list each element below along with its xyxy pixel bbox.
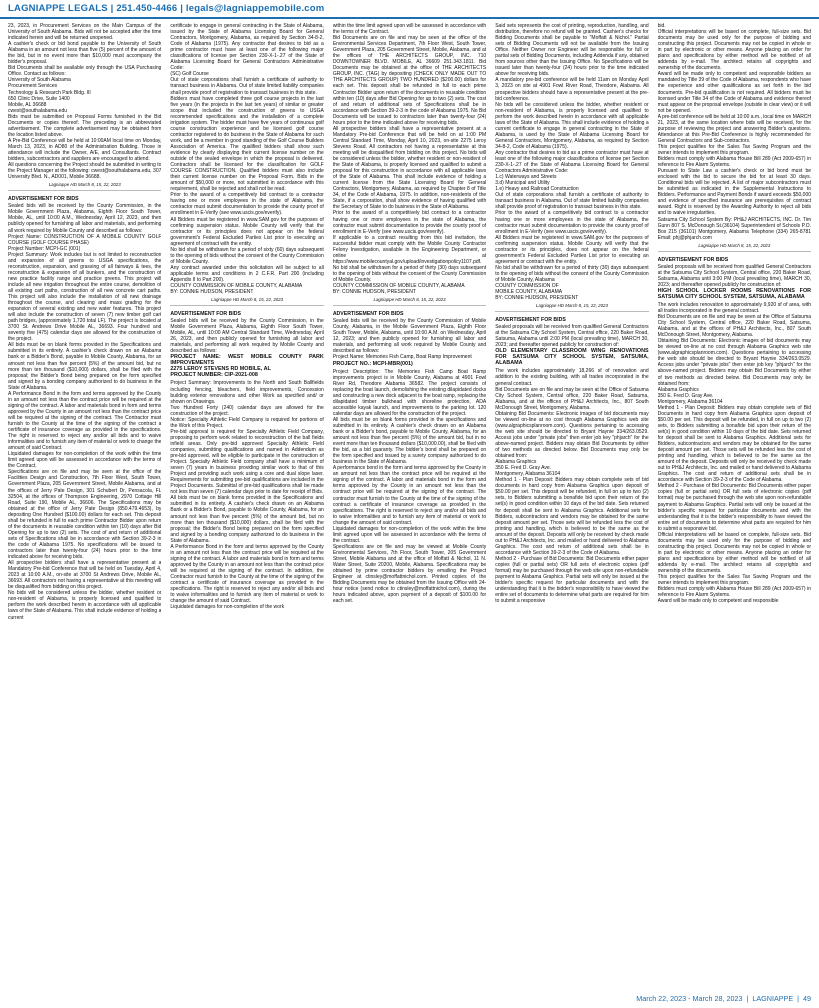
- header-text: LAGNIAPPE LEGALS | 251.450-4466 | legals@lagniappemobile.com: [8, 3, 325, 14]
- page-header: [0, 0, 819, 19]
- legal-notice: [658, 257, 811, 300]
- notice-body: certificate to engage in general contracting in the State of Alabama, issued by the State of Alabama Licensing Board for General Contractors, Montgomery, Alabama, as required by Section 34-8-2, Code of Alabama (1975). Any contractor that desires to bid as a prime contractor must have at least one of the following major classifications of license per Section 230-X-1-.27 of the State of Alabama Licensing Board for General Contractors Administrative Code: (SC) Golf Course Out of state corporations shall furnish a certificate of authority to transact business in Alabama. Out of state limited liability companies shall provide proof of registration to transact business in this state. Bidders must have completed three golf course projects in the last five years (in the projects in the last ten years) of similar or greater scope that included the construction of greens to USGA recommended specifications and the installation of a complete irrigation system. The bidder must have five years of continuous golf course construction experience and be licensed golf course contractor registered to do business in the State of Alabama for such work, and be a member in good standing of the Golf Course Builders Association of America. The qualified bidders shall show such evidence by clearly displaying their current license number on the outside of the sealed envelope in which the proposal is delivered. Contractors shall be licensed for the classification for GOLF COURSE CONSTRUCTION. Qualified bidders must also include their current license number on the Proposal Form. Bids in the amount of $50,000 or more, not submitted in accordance with this requirement, shall be rejected and shall not be read. Prior to the award of a competitively bid contract to a contractor having one or more employees in the state of Alabama, the contractor must submit documentation to provide the county proof of enrollment in E-Verify (see www.uscis.gov/everify). All Bidders must be registered in www.SAM.gov for the purposes of confirming suspension status. Mobile County will verify that the contractor or its principles does not appear on the federal government's Federal Excluded Parties List prior to executing an agreement of contract with the entity. No bid shall be withdrawn for a period of sixty (60) days subsequent to the opening of bids without the consent of the County Commission of Mobile County. Any contract awarded under this solicitation will be subject to all applicable terms and conditions in 2 C.F.R. Part 200 (including Appendix II to Part 200). COUNTY COMMISSION OF MOBILE COUNTY, ALABAMA BY: CONNIE HUDSON, PRESIDENT: [170, 23, 324, 296]
- footer-dates: March 22, 2023 - March 28, 2023: [636, 993, 743, 1003]
- footer-publication: LAGNIAPPE: [752, 993, 794, 1003]
- notice-body: Project Description: The Memories Fish Camp Boat Ramp improvements project is in Mobile County, Alabama at 4901 Fowl River Rd, Theodore Alabama 36582. The project consists of replacing the boat launch, demolishing the existing dilapidated docks and constructing a new dock adjacent to the boat ramp, replacing the dilapidated timber bulkhead with shoreline protection, ADA accessible kayak launch, and improvements to the parking lot. 120 calendar days are allowed for the construction of the project. All bids must be on blank forms provided in the specifications and submitted in its entirety. A cashier's check drawn on an Alabama bank or a Bidder's bond, payable to Mobile County, Alabama, for an amount not less than five percent (5%) of the amount bid, but in no event more than ten thousand dollars ($10,000.00), shall be filed with the bid, as a bid guaranty. The bidder's bond shall be prepared on the form specified and issued by a surety company authorized to do business in the State of Alabama. A performance bond in the form and terms approved by the County in an amount not less than the contract price will be required at the signing of the contract. A labor and materials bond in the form and terms approved by the County in an amount not less than the contract price will be required at the signing of the contract. The contractor must furnish to the County at the time of the signing of the contract a certificate of insurance coverage as provided in the specifications. The right is reserved to reject any and/or all bids and to waive informalities and to furnish any item of material or work to change the amount of said contract. Liquidated damages for non-completion of the work within the time limit agreed upon will be assessed in accordance with the terms of the contract. Specifications are on file and may be viewed at Mobile County Environmental Services, 7th Floor, South Tower, 205 Government Street, Mobile Alabama and at the office of Moffatt & Nichol, 11 N. Water Street, Suite 20200, Mobile, Alabama. Specifications may be obtained by prime contractor bidders by emailing the Project Engineer at ctinsley@moffattnichol.com. Printed copies of the Bidding Documents may be obtained from the Issuing Office with 24-hour notice (send notice to ctinsley@moffattnichol.com), during the hours indicated above, upon payment of a deposit of $100.00 for each set.: [332, 368, 487, 605]
- footer-separator: |: [797, 993, 799, 1003]
- project-title: OLD ELEMENTARY CLASSROOM WING RENOVATIONS FOR SATSUMA CITY SCHOOL SYSTEM, SATSUMA, ALABAMA: [495, 348, 649, 367]
- notice-heading: ADVERTISEMENT FOR BIDS: [8, 196, 79, 203]
- column-1: [8, 23, 161, 986]
- project-title: PROJECT NAME: WEST MOBILE COUNTY PARK IMPROVEMENTS 2275 LEROY STEVENS RD MOBILE, AL PROJECT NUMBER: CIP-2021-008: [170, 354, 324, 379]
- project-title: PROJECT NO.: MCPI-MBR(001): [332, 360, 413, 367]
- column-5: [658, 23, 811, 986]
- notice-body: Said sets represents the cost of printing, reproduction, handling, and distribution, therefore no refund will be granted. Cashier's checks for Bidding Documents shall be payable to "Moffatt & Nichol." Partial sets of Bidding Documents will not be available from the Issuing Office. Neither Owner nor Engineer will be responsible for full or partial sets of Bidding Documents, including Addenda if any, obtained from sources other than the Issuing Office. No Specifications will be issued later than twenty-four (24) hours prior to the time indicated above for receiving bids. A mandatory pre-bid conference will be held 11am on Monday April 3, 2023 on site at 4901 Fowl River Road, Theodore, Alabama. All prospective bidders should have a representative present at the pre-bid conference. No bids will be considered unless the bidder, whether resident or non-resident of Alabama, is properly licensed and qualified to perform the work described herein in accordance with all applicable laws of the State of Alabama. This shall include evidence of holding a current certificate to engage in general contracting in the State of Alabama, is used by the State of Alabama Licensing Board for General Contractors, Montgomery, Alabama, as required by Section 34-8-2, Code of Alabama (1975). Any contractor that desires to bid as a prime contractor must have at least one of the following major classifications of license per Section 230-X-1-.27 of the State of Alabama Licensing Board for General Contractors Administrative Code: 1.c) Waterways and Streets 3.d) Municipal and Utility 1.e) Heavy and Railroad Construction Out of state corporations shall furnish a certificate of authority to transact business in Alabama. Out of state limited liability companies shall provide proof of registration to transact business in this state. Prior to the award of a competitively bid contract to a contractor having one or more employees in the state of Alabama, the contractor must submit documentation to provide the county proof of enrollment in E-Verify (see www.uscis.gov/everify). All Bidders must be registered in www.SAM.gov for the purposes of confirming suspension status. Mobile County will verify that the contractor or its principles, does not appear on the federal government's Federal Excluded Parties List prior to executing an agreement or contract with the entity. No bid shall be withdrawn for a period of thirty (30) days subsequent to the opening of bids without the consent of the County Commission of Mobile County, Alabama COUNTY COMMISSION OF MOBILE COUNTY, ALABAMA BY: CONNIE HUDSON, PRESIDENT: [495, 23, 649, 302]
- legal-notice: [333, 369, 486, 605]
- notice-heading: ADVERTISEMENT FOR BIDS: [495, 317, 566, 324]
- notice-body: The work includes approximately 18,266 sf of renovation and addition to the existing building, with all trades incorporated in the general contract. Bid Documents are on file and may be seen at the Office of Satsuma City School System, Central office, 220 Baker Road, Satsuma, Alabama, and at the offices of PH&J Architects, Inc., 807 South McDonough Street, Montgomery, Alabama. Obtaining Bid Documents: Electronic images of bid documents may be viewed on-line at no cost through Alabama Graphics web site (www.algraphicsplanroom.com). Questions pertaining to accessing the web site should be directed to Bryant Haynie 334/263.0529. Access jobs under "private jobs" then enter job key "phjarch" for the above-named project. Bidders may obtain Bid Documents by either of two methods as directed below. Bid Documents may only be obtained from: Alabama Graphics 350 E. Fred D. Gray Ave. Montgomery, Alabama 36104 Method 1 - Plan Deposit: Bidders may obtain complete sets of bid documents in hard copy from Alabama Graphics upon deposit of $50.00 per set. This deposit will be refunded, in full on up to two (2) sets, to Bidders submitting a bonafide bid upon their return of the set(s) in good condition within 10 days of the bid date. Sets returned for deposit shall be sent to Alabama Graphics. Additional sets for Bidders, subcontractors and vendors may be obtained for the same deposit amount per set. Those sets will be refunded less the cost of printing and handling, which is believed to be the same as the amount of the deposit. Deposits will only be received by check made out to PH&J Architects, Inc. and mailed or hand delivered to Alabama Graphics. The cost and return of additional sets shall be in accordance with Section 39-2-3 of the Code of Alabama. Method 2 - Purchase of Bid Documents: Bid Documents either paper copies (full or partial sets) OR full sets of electronic copies (pdf format) may be purchased through the web site upon non-refundable payment to Alabama Graphics. Partial sets will only be issued at the bidder's specific request for particular documents and with the understanding that it is the bidder's responsibility to have viewed the entire set of documents to determine what parts are required for him to submit a responsive: [495, 368, 649, 605]
- legal-notice: [170, 311, 323, 378]
- notice-body: 23, 2023, in Procurement Services on the Main Campus of the University of South Alabama. Bids will not be accepted after the time indicated herein and will be returned unopened. A cashier's check or bid bond payable to the University of South Alabama in an amount not less than five (5) percent of the amount of the bid, but in no event more than $10,000 must accompany the bidder's proposal. Bid Documents shall be available only through the USA Purchasing Office. Contact as follows: University of South Alabama Procurement Services Technology & Research Park Bldg. III 650 Clinic Drive, Suite 1400 Mobile, AL 36688 cwest@southalabama.edu Bids must be submitted on Proposal Forms furnished in the Bid Documents or copies thereof. The preceding is an abbreviated advertisement. The complete advertisement may be obtained from the location listed above. A Pre-Bid Conference will be held at 10:00AM local time on Monday, March 13, 2023, in AD80 of the Administration Building. Those in attendance will include the Owner, A/E, and Consultants. Contract bidders, subcontractors and suppliers are encouraged to attend. All questions concerning the Project should be submitted in writing to the Project Manager at the following: cwest@southalabama.edu, 307 University Blvd. N., AD001, Mobile 36688.: [8, 23, 162, 181]
- publication-credit: Lagniappe HD March 8, 15, 22, 2023: [170, 297, 323, 306]
- legal-notice: [8, 196, 161, 620]
- notice-body: Sealed bids will be received by the County Commission of Mobile County, Alabama, in the Mobile Government Plaza, Eighth Floor South Tower, Mobile, Alabama, until 10:00 A.M. on Wednesday, April 12, 2023; and then publicly opened for furnishing all labor and materials, and performing all work required by Mobile County and described as follows: Project Name: Memories Fish Camp, Boat Ramp Improvement: [332, 318, 487, 361]
- footer-separator: |: [746, 993, 749, 1003]
- notice-body: Sealed bids will be received by the County Commission, in the Mobile Government Plaza, Alabama, Eighth Floor South Tower, Mobile, AL, until 10:00 A.M., Wednesday, April 12, 2023, and then publicly opened for furnishing all labor and materials, and performing all work required by Mobile County and described as follows: Project Name: CONSTRUCTION OF A MOBILE COUNTY GOLF COURSE (GOLF COURSE PHASE) Project Number: MCPI-GC (001) Project Summary: Work includes but is not limited to reconstruction and expansion of all greens to USGA specifications, the reconstruction, expansion, and grassing of all fairways & tees, the reconstruction & expansion of all bunkers, and the construction of new practice facility range and practice greens. This project will include all new irrigation throughout the entire course, demolition of all existing cart paths, construction of all new concrete cart paths. This project will also include the installation of all new drainage throughout the course, and clearing and mass grading for the expansion of several existing and new water features. This project will also include the construction of seven (7) new timber golf cart path bridges, (approximately 1,720 total LF). The project is located at 3700 St. Andrews Drive Mobile AL, 36693. Four hundred and seventy five (475) calendar days are allowed for the construction of the project. All bids must be on blank forms provided in the Specifications and submitted in its entirety. A cashier's check drawn on an Alabama bank or a Bidder's Bond, payable to Mobile County, Alabama, for an amount not less than five percent (5%) of the amount bid, but no more than ten thousand ($10,000) dollars, shall be filed with the proposal; the Bidder's Bond being prepared on the form specified and signed by a bonding company authorized to do business in the State of Alabama. A Performance Bond in the form and terms approved by the County in an amount not less than the contract price will be required at the signing of the contract. A labor and materials bond in form and terms approved by the County in an amount not less than the contract price will be required at the signing of the contract. The Contractor must furnish to the County at the time of the signing of the contract a certificate of insurance coverage as provided in the specifications. The right is reserved to reject any and/or all bids and to waive informalities and to furnish any item of material or work to change the amount of said Contract. Liquidated damages for non-completion of the work within the time limit agreed upon will be assessed in accordance with the terms of the Contract. Specifications are on file and may be seen at the office of the Facilities Design and Construction, 7th Floor West, South Tower, Government Plaza, 205 Government Street, Mobile Alabama, and at the offices of Jerry Pate Design, 301 Schubert Dr, Pensacola, FL 32504, at the offices of Thompson Engineering, 2970 Cottage Hill Road, Suite 190, Mobile AL, 36606. The Specifications may be obtained at the office of Jerry Pate Design (850.479.4653), by depositing One Hundred ($100.00) dollars for each set. This deposit shall be refunded in full to each prime Contractor Bidder upon return of the documents in reusable condition within ten (10) days after Bid Opening for up to two (2) sets. The cost of and return of additional sets of Specifications shall be in accordance with Section 39-2-3 in the code of Alabama 1975. No specifications will be issued to contractors later than twenty-four (24) hours prior to the time indicated above for receiving bids. All prospective bidders shall have a representative present at a Mandatory Pre-bid Conference that will be held on Tuesday, April 4, 2023 at 10:00 A.M., on-site at 3700 St Andrews Drive, Mobile AL, 36693. All contractors not having a representative at this meeting will be disqualified from bidding on this project. No bids will be considered unless the bidder, whether resident or non-resident of Alabama, is properly licensed and qualified to perform the work described herein in accordance with all applicable laws of the State of Alabama. This shall include evidence of holding a current: [8, 203, 162, 621]
- publication-credit: Lagniappe HD March 8, 15, 22, 2023: [658, 243, 811, 252]
- notice-body: within the time limit agreed upon will be assessed in accordance with the terms of the Contract. Bid Documents are on file and may be seen at the office of the Environmental Services Department, 7th Floor West, South Tower, Government Plaza, 205 Government Street, Mobile, Alabama, and at the offices of THE ARCHITECTS GROUP, INC. 710 DOWNTOWNER BLVD. MOBILE, AL 36609 251.343.1811. Bid Documents may be obtained at the office of THE ARCHITECTS GROUP, INC. (TAG) by depositing (CHECK ONLY MADE OUT TO THE ARCHITECTS GROUP) TWO HUNDRED ($200.00) dollars for each set. This deposit shall be refunded in full to each prime Contractor Bidder upon return of the documents in reusable condition within ten (10) days after Bid Opening for up to two (2) sets. The cost of and return of additional sets of Specifications shall be in accordance with Section 39-2-3 in the code of Alabama 1975. No Bid Documents will be issued to contractors later than twenty-four (24) hours prior to the time indicated above for receiving bids. All prospective bidders shall have a representative present at a Mandatory Pre-bid Conference that will be held on at 1:00 PM Central Standard Time, Monday, April 10, 2023, on-site 2275 Leroy Stevens Road. All contractors not having a representative at this meeting will be disqualified from bidding on this project. No bids will be considered unless the bidder, whether resident or non-resident of the State of Alabama, is properly licensed and qualified to submit a proposal for this construction in accordance with all applicable laws of the State of Alabama. This shall include evidence of holding a current license from the State Licensing Board for General Contractors, Montgomery, Alabama, as required by Chapter 8 of Title 34, of the Code of Alabama, 1975. In addition, non-residents of the State, if a corporation, shall show evidence of having qualified with the Secretary of State to do business in the State of Alabama. Prior to the award of a competitively bid contract to a contractor having one or more employees in the state of Alabama, the contractor must submit documentation to provide the county proof of enrollment in E-Verify (see www.uscis.gov/everify). If applicable to a contract resulting from this bid invitation, the successful bidder must comply with the Mobile County Contractor Felony Investigation, available in the Engineering Department, or online at https://www.mobilecountyal.gov/upload/investigationpolicy1107.pdf. No bid shall be withdrawn for a period of thirty (30) days subsequent to the opening of bids without the consent of the County Commission of Mobile County. COUNTY COMMISSION OF MOBILE COUNTY, ALABAMA BY: CONNIE HUDSON, PRESIDENT: [332, 23, 487, 296]
- project-title: HIGH SCHOOL LOCKER ROOMS RENOVATIONS FOR SATSUMA CITY SCHOOL SYSTEM, SATSUMA, ALABAMA: [657, 287, 811, 300]
- publication-credit: Lagniappe HD March 8, 15, 22, 2023: [495, 303, 648, 312]
- page-number: 49: [803, 993, 811, 1003]
- legal-notice: [333, 311, 486, 366]
- legal-notice: [495, 317, 648, 366]
- notice-heading: ADVERTISEMENT FOR BIDS: [657, 256, 729, 263]
- notice-body: Sealed bids will be received by the County Commission, in the Mobile Government Plaza, Alabama, Eighth Floor South Tower, Mobile, AL, until 10:00 AM Central Standard Time, Wednesday, April 26, 2023, and then publicly opened for furnishing all labor and materials, and performing all work required by Mobile County and described as follows:: [170, 318, 324, 355]
- notice-heading: ADVERTISEMENT FOR BIDS: [332, 311, 404, 318]
- publication-credit: Lagniappe HD March 8, 15, 22, 2023: [333, 297, 486, 306]
- page-footer: [636, 991, 811, 1005]
- legal-notice: [658, 23, 811, 252]
- legal-notice: [8, 23, 161, 191]
- column-2: [170, 23, 323, 986]
- legal-notice: [658, 302, 811, 604]
- notice-body: Sealed proposals will be received from qualified General Contractors at the Satsuma City School System, Central office, 220 Baker Road, Satsuma, Alabama until 3:00 PM (local prevailing time), MARCH 30, 2023; and thereafter opened publicly for construction of:: [657, 263, 811, 288]
- publication-credit: Lagniappe HD March 8, 15, 22, 2023: [8, 182, 161, 191]
- notice-body: The work includes renovation to approximately 9,920 sf of area, with all trades incorporated in the general contract. Bid Documents are on file and may be seen at the Office of Satsuma City School System, Central office, 220 Baker Road, Satsuma, Alabama, and at the offices of PH&J Architects, Inc., 807 South McDonough Street, Montgomery, Alabama. Obtaining Bid Documents: Electronic images of bid documents may be viewed on-line at no cost through Alabama Graphics web site (www.algraphicsplanroom.com). Questions pertaining to accessing the web site should be directed to Bryant Haynie 334/263.0529. Access jobs under "private jobs" then enter job key "phjarch" for the above-named project. Bidders may obtain Bid Documents by either of two methods as directed below. Bid Documents may only be obtained from: Alabama Graphics 350 E. Fred D. Gray Ave. Montgomery, Alabama 36104 Method 1 - Plan Deposit: Bidders may obtain complete sets of Bid Documents in hard copy from Alabama Graphics upon deposit of $50.00 per set. This deposit will be refunded, in full on up to two (2) sets, to Bidders submitting a bonafide bid upon their return of the set(s) in good condition within 10 days of the bid date. Sets returned for deposit shall be sent to Alabama Graphics. Additional sets for Bidders, subcontractors and vendors may be obtained for the same deposit amount per set. Those sets will be refunded less the cost of printing and handling, which is believed to be the same as the amount of the deposit. Deposits will only be received by check made out to PH&J Architects, Inc. and mailed or hand delivered to Alabama Graphics. The cost and return of additional sets shall be in accordance with Section 39-2-3 of the Code of Alabama. Method 2 - Purchase of Bid Documents: Bid Documents either paper copies (full or partial sets) OR full sets of electronic copies (pdf format) may be purchased through the web site upon non-refundable payment to Alabama Graphics. Partial sets will only be issued at the bidder's specific request for particular documents and with the understanding that it is the bidder's responsibility to have viewed the entire set of documents to determine what parts are required for him to submit a responsive bid. Official interpretations will be based on complete, full-size sets. Bid documents may be used only for the purpose of bidding and constructing this project. Documents may not be copied in whole or in part by electronic or other means. Anyone placing an order for plans and specifications by either method will be notified of all addenda by e-mail. The architect retains all copyrights and ownership of the documents. This project qualifies for the Sales Tax Saving Program and the owner intends to implement this program. Bidders must comply with Alabama House Bill 289 (Act 2009-657) in reference to Fire Alarm Systems. Award will be made only to competent and responsible: [657, 301, 811, 605]
- notice-body: Project Summary: Improvements to the North and South Ballfields including fencing, bleachers, field improvements, Concession building exterior renovations and other Work as specified and/ or shown on Drawings. Two Hundred Forty (240) calendar days are allowed for the construction of the project. Notice: Specialty Athletic Field Company is required for portions of the Work of this Project. Pre-bid approval is required for Specialty Athletic Field Company, proposing to perform work related to reconstruction of the ball fields infield areas. Only pre-bid approved Specialty Athletic Field companies, submitting qualifications and named in Addendum as pre-bid approved, will be eligible to participate in the construction of Project. Specialty Athletic Field company shall have a minimum of seven (7) years in business providing similar work to that of this Project and providing such work using a core and dual slope laser. Requirements for submitting pre-bid qualifications are included in the Project Documents. Submittal of pre-bid qualifications shall be made not less than seven (7) calendar days prior to date for receipt of Bids. All bids must be on blank forms provided in the Specifications and submitted in its entirety. A cashier's check drawn on an Alabama Bank or a Bidder's Bond, payable to Mobile County, Alabama, for an amount not less than five percent (5%) of the amount bid, but no more than ten thousand ($10,000) dollars, shall be filed with the proposal; the Bidder's Bond being prepared on the form specified and signed by a bonding company authorized to do business in the State of Alabama. A Performance Bond in the form and terms approved by the County in an amount not less than the contract price will be required at the signing of the contract. A labor and materials bond in form and terms approved by the County in an amount not less than the contract price will be required at the signing of the contract. In addition, the Contractor must furnish to the County at the time of the signing of the contract a certificate of insurance coverage as provided in the specifications. The right is reserved to reject any and/or all bids and to waive informalities and to furnish any item of material or work to change the amount of said Contract. Liquidated damages for non-completion of the work: [170, 380, 324, 611]
- legal-columns: [8, 23, 811, 986]
- notice-body: bid. Official interpretations will be based on complete, full-size sets. Bid documents may be used only for the purpose of bidding and constructing this project. Documents may not be copied in whole or in part by electronic or other means. Anyone placing an order for plans and specifications by either method will be notified of all addenda by e-mail. The architect retains all copyrights and ownership of the documents. Award will be made only to competent and responsible bidders as mandated by Title 39 of the Code of Alabama, respondents who have the experience and other qualifications as set forth in the bid documents. Pre-bid qualification is not required. All bidders must be licensed under Title 34 of the Code of Alabama and evidence thereof must appear on the proposal envelope (outside in clear view) or it will not be opened. A pre-bid conference will be held at 10:00 a.m., local time on MARCH 21, 2023, at the same location where bids will be received, for the purpose of reviewing the project and answering Bidder's questions. Attendance at this Pre-Bid Conference is highly recommended for General Contractors and Sub-contractors. This project qualifies for the Sales Tax Saving Program and the owner intends to implement this program. Bidders must comply with Alabama House Bill 289 (Act 2009-657) in reference to Fire Alarm Systems. Pursuant to State Law a cashier's check or bid bond must be enclosed with the bid to secure the bid for at least 30 days. Conditional bids will be rejected. A list of major subcontractors must be submitted as indicated in the Supplemental Instructions to Bidders. Performance and Payment Bonds if award exceeds $50,000 and evidence of specified insurance are prerequisites of contract award. Right is reserved by the Awarding Authority to reject all bids and to waive irregularities. Satsuma City School System By: PH&J ARCHITECTS, INC. Dr. Tim Gunn 807 S. McDonough St.(36104) Superintendent of Schools P.O. Box 215 (36101) Montgomery, Alabama Telephone (334) 265-8781 Email: phj@phjarch.com: [657, 23, 811, 241]
- legal-notice: [495, 368, 648, 604]
- column-3: [333, 23, 486, 986]
- notice-heading: ADVERTISEMENT FOR BIDS: [170, 311, 242, 318]
- legal-notice: [333, 23, 486, 306]
- notice-body: Sealed proposals will be received from qualified General Contractors at the Satsuma City School System, Central office, 220 Baker Road, Satsuma, Alabama until 2:00 PM (local prevailing time), MARCH 30, 2023; and thereafter opened publicly for construction of:: [495, 324, 649, 349]
- column-4: [495, 23, 648, 986]
- legal-notice: [495, 23, 648, 312]
- legal-notice: [170, 380, 323, 610]
- legal-notice: [170, 23, 323, 306]
